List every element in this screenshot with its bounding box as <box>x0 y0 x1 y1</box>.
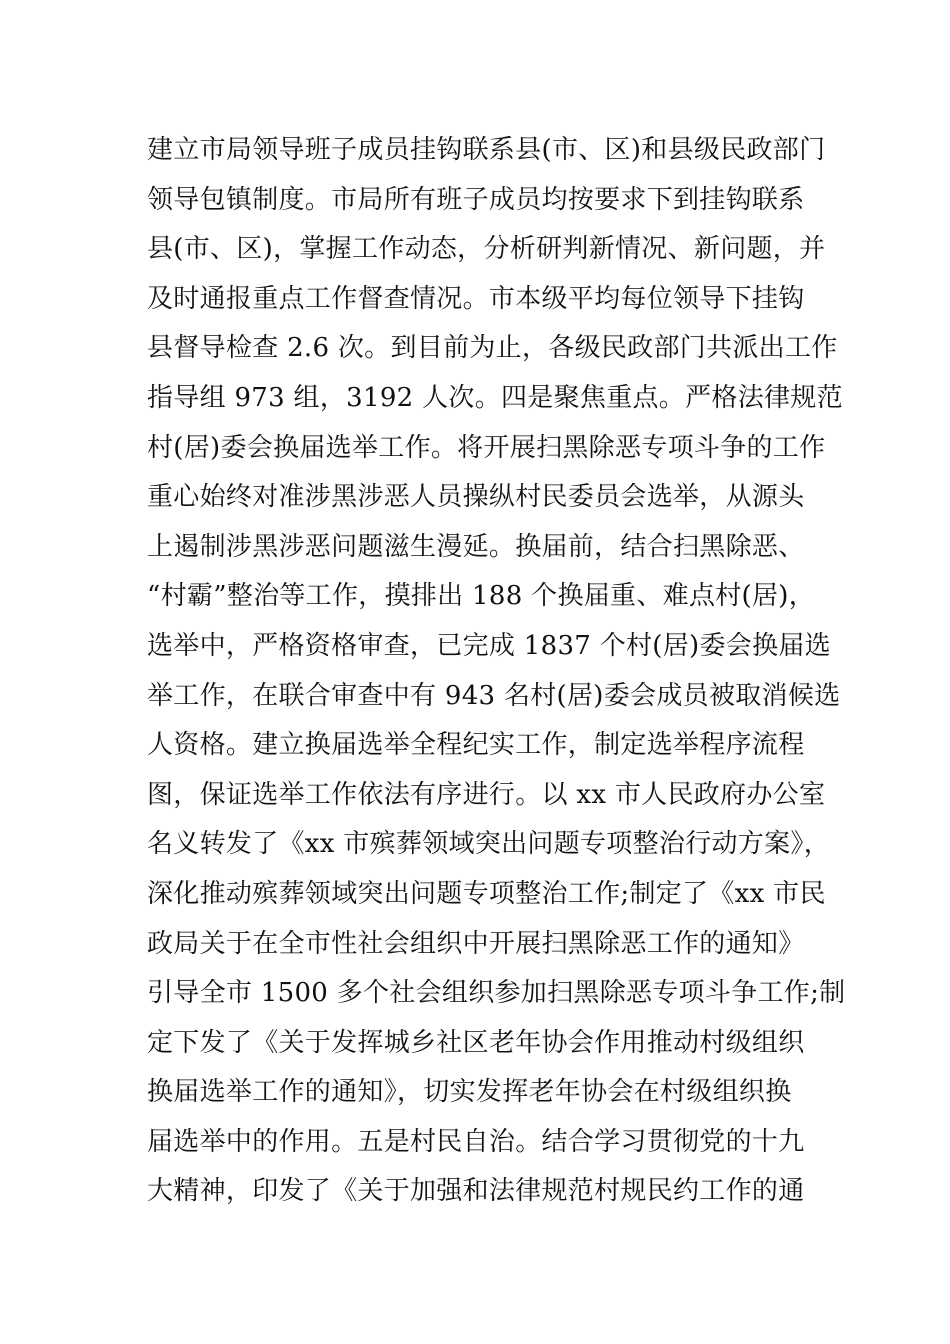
text-line: 县(市、区)，掌握工作动态，分析研判新情况、新问题，并 <box>147 234 826 265</box>
text-line: 重心始终对准涉黑涉恶人员操纵村民委员会选举，从源头 <box>147 482 805 513</box>
text-line: 及时通报重点工作督查情况。市本级平均每位领导下挂钩 <box>147 283 805 314</box>
text-line: 名义转发了《xx 市殡葬领域突出问题专项整治行动方案》， <box>147 829 830 860</box>
text-line: 图，保证选举工作依法有序进行。以 xx 市人民政府办公室 <box>147 779 826 810</box>
text-line: 人资格。建立换届选举全程纪实工作，制定选举程序流程 <box>147 730 805 761</box>
text-line: 领导包镇制度。市局所有班子成员均按要求下到挂钩联系 <box>147 184 805 215</box>
text-line: “村霸”整治等工作，摸排出 188 个换届重、难点村(居)， <box>147 581 816 612</box>
text-line: 举工作，在联合审查中有 943 名村(居)委会成员被取消候选 <box>147 680 841 711</box>
text-line: 县督导检查 2.6 次。到目前为止，各级民政部门共派出工作 <box>147 333 838 364</box>
text-line: 引导全市 1500 多个社会组织参加扫黑除恶专项斗争工作;制 <box>147 978 846 1009</box>
text-line: 上遏制涉黑涉恶问题滋生漫延。换届前，结合扫黑除恶、 <box>147 531 805 562</box>
text-line: 村(居)委会换届选举工作。将开展扫黑除恶专项斗争的工作 <box>147 432 826 463</box>
text-line: 政局关于在全市性社会组织中开展扫黑除恶工作的通知》 <box>147 928 805 959</box>
text-line: 指导组 973 组，3192 人次。四是聚焦重点。严格法律规范 <box>147 382 843 413</box>
text-line: 深化推动殡葬领域突出问题专项整治工作;制定了《xx 市民 <box>147 878 826 909</box>
body-paragraph <box>147 126 846 1217</box>
text-line: 届选举中的作用。五是村民自治。结合学习贯彻党的十九 <box>147 1126 805 1157</box>
text-line: 选举中，严格资格审查，已完成 1837 个村(居)委会换届选 <box>147 630 831 661</box>
text-line: 换届选举工作的通知》，切实发挥老年协会在村级组织换 <box>147 1077 792 1108</box>
text-line: 大精神，印发了《关于加强和法律规范村规民约工作的通 <box>147 1176 805 1207</box>
text-line: 建立市局领导班子成员挂钩联系县(市、区)和县级民政部门 <box>147 135 826 165</box>
text-line: 定下发了《关于发挥城乡社区老年协会作用推动村级组织 <box>147 1027 805 1058</box>
